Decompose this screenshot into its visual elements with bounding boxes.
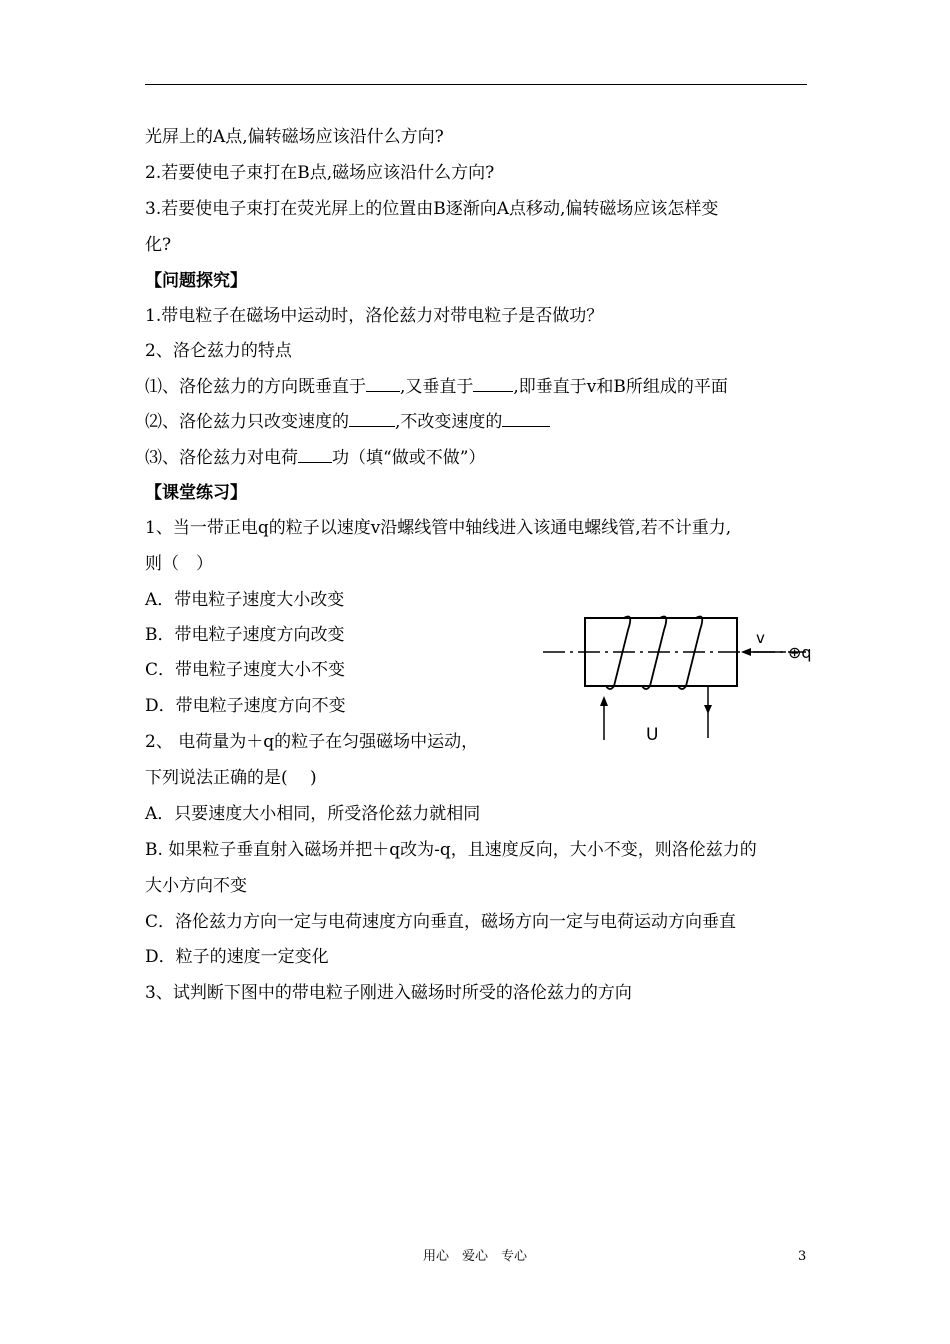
option-a: A．只要速度大小相同，所受洛伦兹力就相同 (145, 804, 481, 824)
option-a: A．带电粒子速度大小改变 (145, 590, 345, 610)
fill-blank[interactable] (298, 446, 332, 463)
fill-blank[interactable] (502, 410, 550, 427)
fill-blank[interactable] (473, 375, 513, 392)
section-heading: 【课堂练习】 (145, 483, 247, 503)
fill-in-line (145, 446, 485, 469)
text-line: 2.若要使电子束打在B点,磁场应该沿什么方向? (145, 163, 495, 183)
question-text: 下列说法正确的是( ) (145, 768, 317, 788)
text-segment: ⑶、洛伦兹力对电荷 (145, 448, 298, 468)
text-segment: ,不改变速度的 (395, 412, 503, 432)
option-b: B．带电粒子速度方向改变 (145, 625, 345, 645)
fill-blank[interactable] (366, 375, 400, 392)
text-segment: ⑵、洛伦兹力只改变速度的 (145, 412, 349, 432)
lead-right-arrowhead (704, 705, 712, 714)
fill-in-line (145, 410, 550, 433)
footer-motto: 用心 爱心 专心 (422, 1249, 527, 1264)
question-text: 则（ ） (145, 554, 213, 574)
text-line: 光屏上的A点,偏转磁场应该沿什么方向? (145, 127, 444, 147)
label-q: ⊕q (788, 643, 812, 662)
question-text: 3、试判断下图中的带电粒子刚进入磁场时所受的洛伦兹力的方向 (145, 983, 632, 1003)
header-rule (145, 84, 807, 85)
section-heading: 【问题探究】 (145, 271, 247, 291)
solenoid-diagram (538, 610, 858, 745)
text-segment: 功（填“做或不做”） (332, 448, 486, 468)
text-segment: ⑴、洛伦兹力的方向既垂直于 (145, 377, 366, 397)
label-v: v (756, 629, 765, 647)
text-line: 化? (145, 235, 172, 255)
option-c: C．带电粒子速度大小不变 (145, 660, 346, 680)
text-segment: ,又垂直于 (400, 377, 474, 397)
fill-in-line (145, 375, 728, 398)
option-b-cont: 大小方向不变 (145, 876, 247, 896)
option-c: C．洛伦兹力方向一定与电荷速度方向垂直，磁场方向一定与电荷运动方向垂直 (145, 912, 737, 932)
velocity-arrowhead (741, 648, 751, 656)
option-b: B. 如果粒子垂直射入磁场并把＋q改为-q，且速度反向，大小不变，则洛伦兹力的 (145, 840, 757, 860)
text-segment: ,即垂直于v和B所组成的平面 (513, 377, 728, 397)
text-line: 3.若要使电子束打在荧光屏上的位置由B逐渐向A点移动,偏转磁场应该怎样变 (145, 199, 719, 219)
text-line: 1.带电粒子在磁场中运动时，洛伦兹力对带电粒子是否做功？ (145, 306, 604, 326)
text-line: 2、洛仑兹力的特点 (145, 341, 292, 361)
question-text: 2、 电荷量为＋q的粒子在匀强磁场中运动， (145, 732, 479, 752)
lead-left-arrowhead (600, 696, 608, 706)
page-number: 3 (798, 1249, 807, 1264)
question-text: 1、当一带正电q的粒子以速度v沿螺线管中轴线进入该通电螺线管,若不计重力, (145, 518, 732, 538)
option-d: D．带电粒子速度方向不变 (145, 696, 346, 716)
fill-blank[interactable] (349, 410, 395, 427)
label-u: U (646, 725, 659, 745)
option-d: D．粒子的速度一定变化 (145, 947, 329, 967)
